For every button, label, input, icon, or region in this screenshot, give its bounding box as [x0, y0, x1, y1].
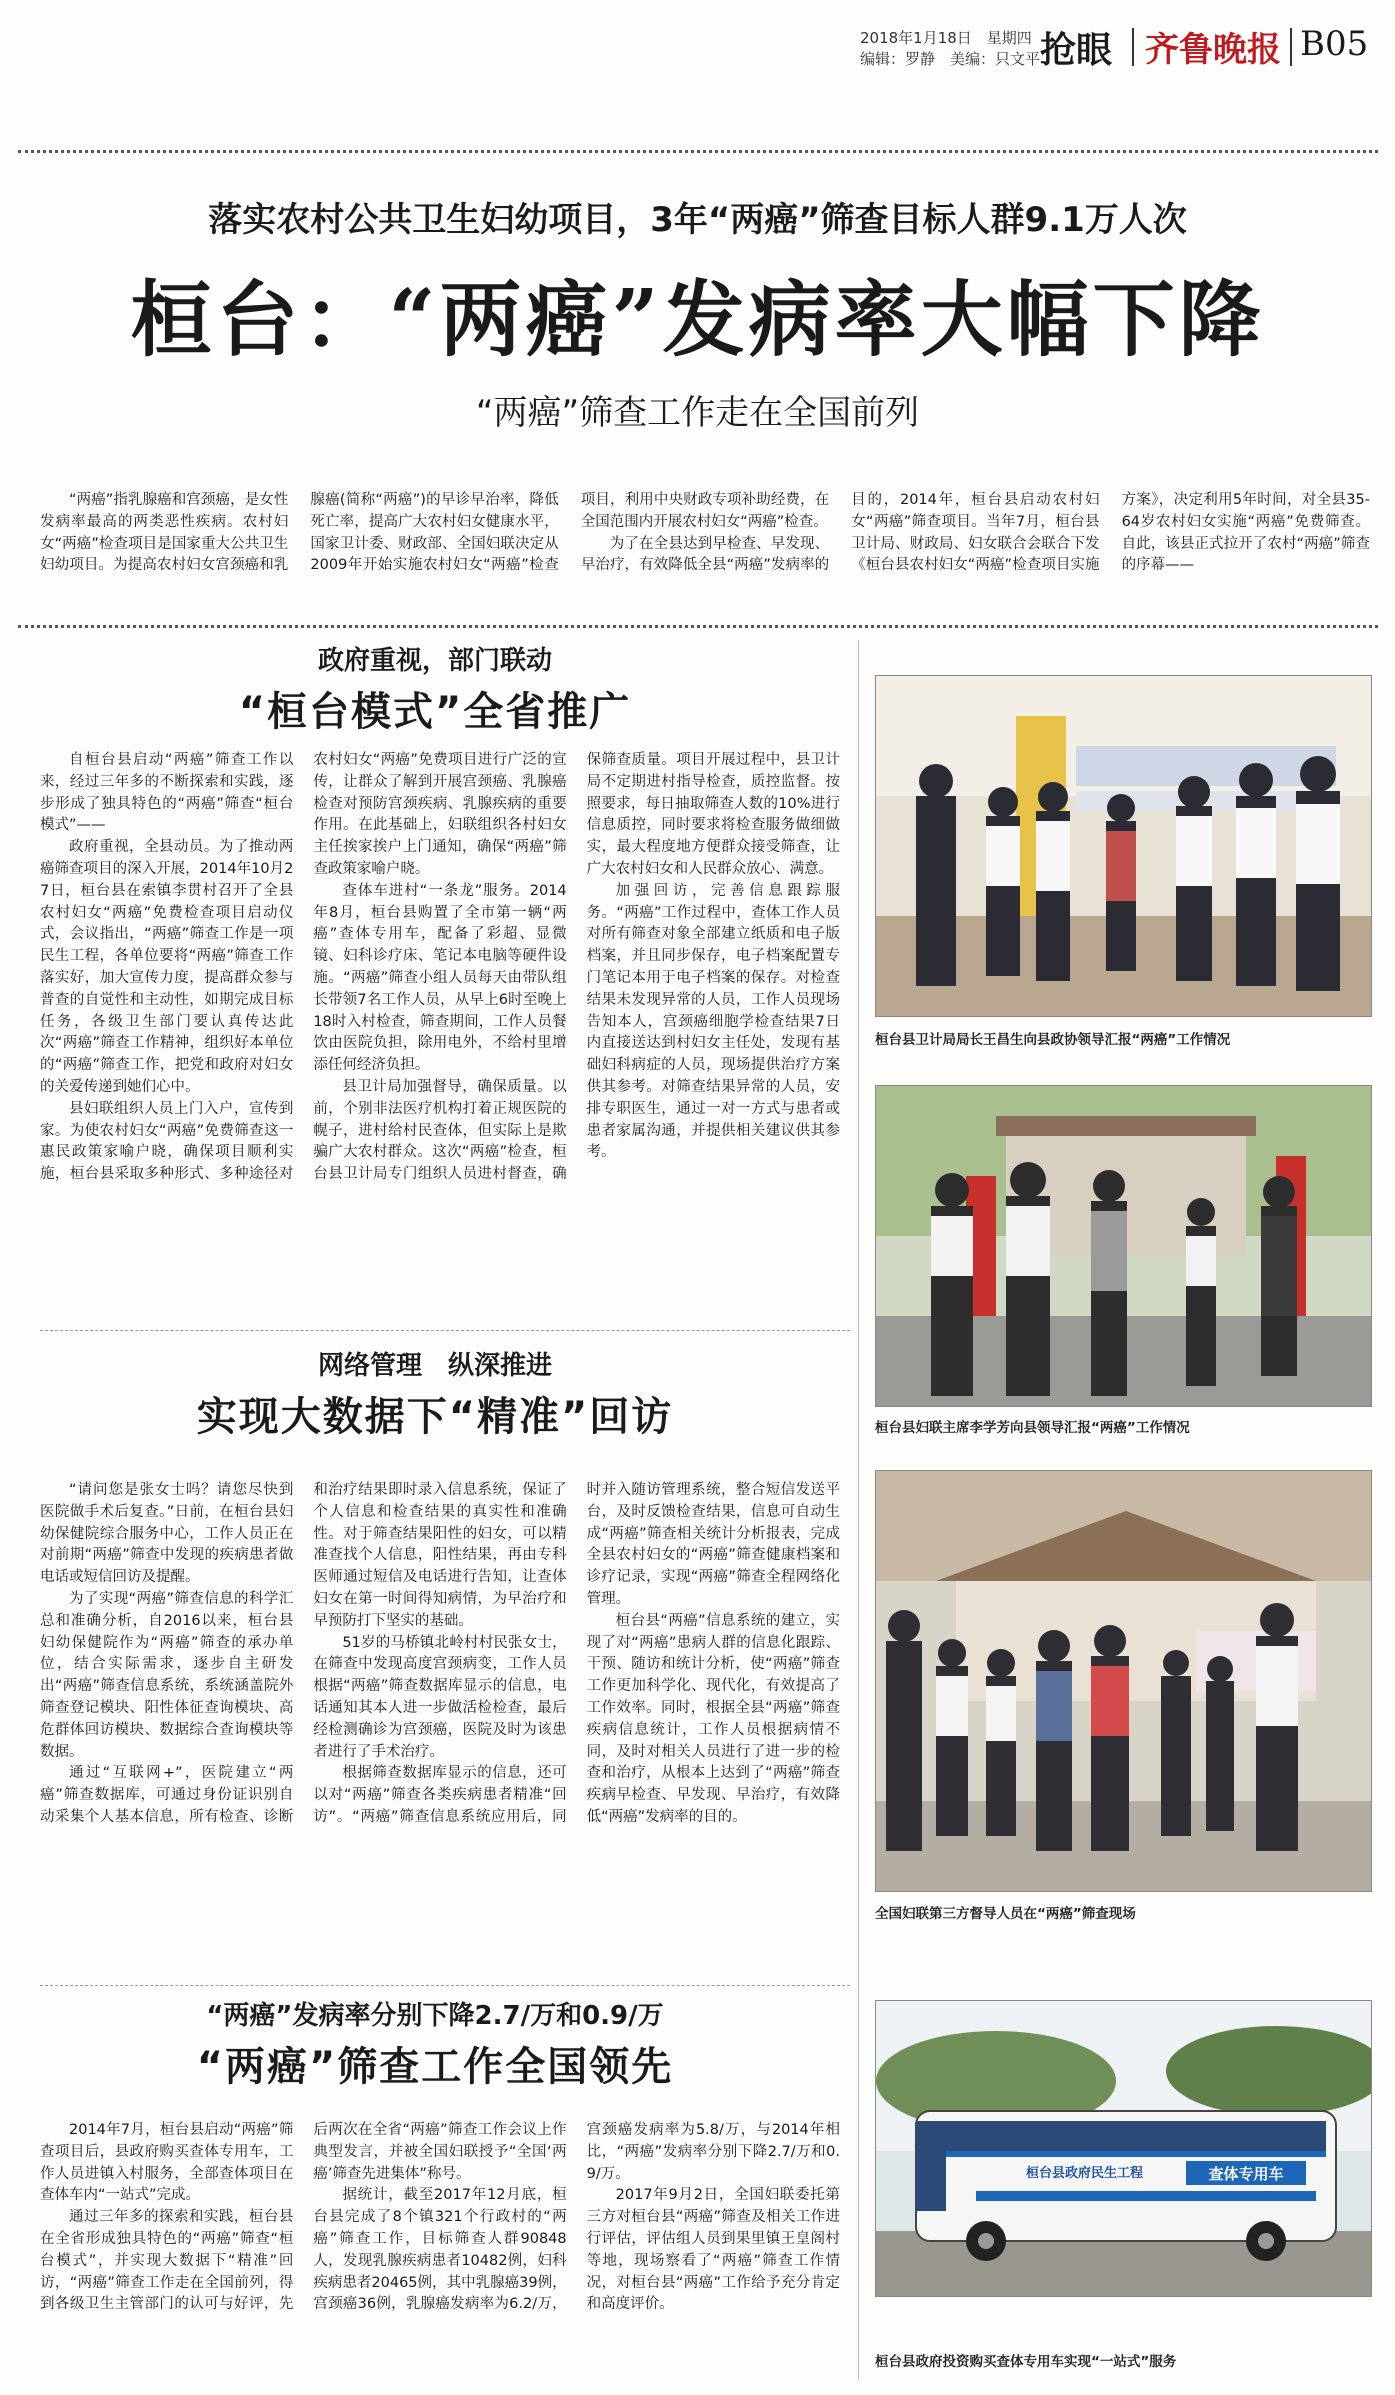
header-divider — [1132, 28, 1134, 66]
issue-date — [860, 28, 1050, 70]
date-line: 2018年1月18日 星期四 — [860, 29, 1032, 47]
intro-paragraph: “两癌”指乳腺癌和宫颈癌，是女性发病率最高的两类恶性疾病。农村妇女“两癌”检查项目是国家重大公共卫生妇幼项目。为提高农村妇女宫颈癌和乳腺癌(简称“两癌”)的早诊早治率，降低死亡率，提高广大农村妇女健康水平，国家卫计委、财政部、全国妇联决定从2009年开始实施农村妇女“两癌”检查项目，利用中央财政专项补助经费，在全国范围内开展农村妇女“两癌”检查。 — [40, 492, 830, 574]
paragraph: 2014年7月，桓台县启动“两癌”筛查项目后，县政府购买查体专用车，工作人员进镇入村服务，全部查体项目在查体车内“一站式”完成。 — [40, 2122, 294, 2204]
photo-caption: 桓台县政府投资购买查体专用车实现“一站式”服务 — [875, 2354, 1177, 2370]
column-divider — [858, 640, 859, 2380]
section2-title: 实现大数据下“精准”回访 — [196, 1394, 674, 1440]
paragraph: 通过三年多的探索和实践，桓台县在全省形成独具特色的“两癌”筛查“桓台模式”，并实现大数据下“精准”回访，“两癌”筛查工作走在全国前列，得到各级卫生主管部门的认可与好评，先后两次在全省“两癌”筛查工作会议上作典型发言，并被全国妇联授予“全国‘两癌’筛查先进集体”称号。 — [40, 2122, 567, 2313]
page-number: B05 — [1300, 24, 1369, 64]
paragraph: 为了实现“两癌”筛查信息的科学汇总和准确分析，自2016以来，桓台县妇幼保健院作为“两癌”筛查的承办单位，结合实际需求，逐步自主研发出“两癌”筛查信息系统，系统涵盖院外筛查登记模块、阳性体征查询模块、高危群体回访模块、数据综合查询模块等数据。 — [40, 1590, 294, 1760]
paragraph: 2017年9月2日，全国妇联委托第三方对桓台县“两癌”筛查及相关工作进行评估，评估组人员到果里镇王皇阁村等地，现场察看了“两癌”筛查工作情况，对桓台县“两癌”工作给予充分肯定和高度评价。 — [586, 2187, 840, 2313]
paragraph: 自桓台县启动“两癌”筛查工作以来，经过三年多的不断探索和实践，逐步形成了独具特色的“两癌”筛查“桓台模式”—— — [40, 752, 294, 834]
photo-screening-bus — [875, 2000, 1372, 2297]
paragraph: 根据筛查数据库显示的信息，还可以对“两癌”筛查各类疾病患者精准“回访”。“两癌”筛查信息系统应用后，同时并入随访管理系统，整合短信发送平台，及时反馈检查结果，信息可自动生成“两癌”筛查相关统计分析报表，完成全县农村妇女的“两癌”筛查健康档案和诊疗记录，实现“两癌”筛查全程网络化管理。 — [313, 1482, 840, 1825]
paragraph: 51岁的马桥镇北岭村村民张女士，在筛查中发现高度宫颈病变，工作人员根据“两癌”筛查数据库显示的信息，电话通知其本人进一步做活检检查，最后经检测确诊为宫颈癌，医院及时为该患者进行了手术治疗。 — [313, 1634, 567, 1760]
section2-body — [40, 1480, 840, 1980]
section3-title: “两癌”筛查工作全国领先 — [196, 2044, 674, 2090]
section-name: 抢眼 — [1040, 29, 1113, 71]
intro-rule — [18, 625, 1378, 628]
paragraph: 通过“互联网+”，医院建立“两癌”筛查数据库，可通过身份证识别自动采集个人基本信息，所有检查、诊断和治疗结果即时录入信息系统，保证了个人信息和检查结果的真实性和准确性。对于筛查结果阳性的妇女，可以精准查找个人信息，阳性结果，再由专科医师通过短信及电话进行告知，让查体妇女在第一时间得知病情，为早治疗和早预防打下坚实的基础。 — [40, 1482, 567, 1825]
paragraph: 县卫计局加强督导，确保质量。以前，个别非法医疗机构打着正规医院的幌子，进村给村民查体，但实际上是欺骗广大农村群众。这次“两癌”检查，桓台县卫计局专门组织人员进村督查，确保筛查质量。项目开展过程中，县卫计局不定期进村指导检查，质控监督。按照要求，每日抽取筛查人数的10%进行信息质控，同时要求将检查服务做细做实，最大程度地方便群众接受筛查，让广大农村妇女和人民群众放心、满意。 — [313, 752, 840, 1183]
section3-kicker: “两癌”发病率分别下降2.7/万和0.9/万 — [206, 2001, 664, 2031]
bus-label: 桓台县政府民生工程 — [1026, 2166, 1144, 2181]
headline-subtitle: “两癌”筛查工作走在全国前列 — [475, 393, 920, 433]
section1-rule — [40, 1330, 850, 1331]
photo-caption: 桓台县卫计局局长王昌生向县政协领导汇报“两癌”工作情况 — [875, 1032, 1231, 1048]
newspaper-logo: 齐鲁晚报 — [1145, 30, 1281, 70]
photo-screening-site — [875, 1470, 1372, 1892]
editors-line: 编辑：罗静 美编：只文平 — [860, 50, 1041, 68]
paragraph: “请问您是张女士吗？请您尽快到医院做手术后复查。”日前，在桓台县妇幼保健院综合服务中心，工作人员正在对前期“两癌”筛查中发现的疾病患者做电话或短信回访及提醒。 — [40, 1482, 294, 1586]
photo-caption: 桓台县妇联主席李学芳向县领导汇报“两癌”工作情况 — [875, 1420, 1190, 1436]
paragraph: 查体车进村“一条龙”服务。2014年8月，桓台县购置了全市第一辆“两癌”查体专用车，配备了彩超、显微镜、妇科诊疗床、笔记本电脑等硬件设施。“两癌”筛查小组人员每天由带队组长带领7名工作人员，从早上6时至晚上18时入村检查，筛查期间，工作人员餐饮由医院负担，除用电外，不给村里增添任何经济负担。 — [313, 882, 567, 1074]
section1-title: “桓台模式”全省推广 — [238, 689, 632, 735]
paragraph: 县妇联组织人员上门入户，宣传到家。为使农村妇女“两癌”免费筛查这一惠民政策家喻户晓，确保项目顺利实施，桓台县采取多种形式、多种途径对农村妇女“两癌”免费项目进行广泛的宣传，让群众了解到开展宫颈癌、乳腺癌检查对预防宫颈疾病、乳腺疾病的重要作用。在此基础上，妇联组织各村妇女主任挨家挨户上门通知，确保“两癌”筛查政策家喻户晓。 — [40, 752, 567, 1183]
paragraph: 加强回访，完善信息跟踪服务。“两癌”工作过程中，查体工作人员对所有筛查对象全部建立纸质和电子版档案，并且同步保存，电子档案配置专门笔记本用于电子档案的保存。对检查结果未发现异常的人员，工作人员现场告知本人，宫颈癌细胞学检查结果7日内直接送达到村妇女主任处，发现有基础妇科病症的人员，现场提供治疗方案供其参考。对筛查结果异常的人员，安排专职医生，通过一对一方式与患者或患者家属沟通，并提供相关建议供其参考。 — [586, 882, 840, 1161]
section3-body — [40, 2120, 840, 2378]
header-divider-2 — [1290, 28, 1292, 66]
intro-paragraph: 为了在全县达到早检查、早发现、早治疗，有效降低全县“两癌”发病率的目的，2014年，桓台县启动农村妇女“两癌”筛查项目。当年7月，桓台县卫计局、财政局、妇女联合会联合下发《桓台县农村妇女“两癌”检查项目实施方案》，决定利用5年时间，对全县35-64岁农村妇女实施“两癌”免费筛查。自此，该县正式拉开了农村“两癌”筛查的序幕—— — [580, 492, 1370, 574]
photo-womens-federation-briefing — [875, 1085, 1372, 1407]
intro-text — [40, 490, 1370, 620]
photo-caption: 全国妇联第三方督导人员在“两癌”筛查现场 — [875, 1906, 1136, 1922]
section2-kicker: 网络管理 纵深推进 — [317, 1351, 552, 1381]
section1-kicker: 政府重视，部门联动 — [317, 646, 552, 676]
top-rule — [18, 150, 1378, 153]
bus-sign: 查体专用车 — [1208, 2165, 1284, 2183]
headline-kicker: 落实农村公共卫生妇幼项目，3年“两癌”筛查目标人群9.1万人次 — [208, 200, 1187, 240]
paragraph: 据统计，截至2017年12月底，桓台县完成了8个镇321个行政村的“两癌”筛查工作，目标筛查人群90848人，发现乳腺疾病患者10482例，妇科疾病患者20465例，其中乳腺癌39例，宫颈癌36例，乳腺癌发病率为6.2/万，宫颈癌发病率为5.8/万，与2014年相比，“两癌”发病率分别下降2.7/万和0.9/万。 — [313, 2122, 840, 2313]
photo-officials-briefing — [875, 675, 1372, 1017]
paragraph: 桓台县“两癌”信息系统的建立，实现了对“两癌”患病人群的信息化跟踪、干预、随访和统计分析，使“两癌”筛查工作更加科学化、现代化，有效提高了工作效率。同时，根据全县“两癌”筛查疾病信息统计，工作人员根据病情不同，及时对相关人员进行了进一步的检查和治疗，从根本上达到了“两癌”筛查疾病早检查、早发现、早治疗，有效降低“两癌”发病率的目的。 — [586, 1612, 840, 1825]
main-headline: 桓台：“两癌”发病率大幅下降 — [130, 272, 1265, 368]
section2-rule — [40, 1985, 850, 1986]
section1-body — [40, 750, 840, 1320]
paragraph: 政府重视，全县动员。为了推动两癌筛查项目的深入开展，2014年10月27日，桓台县在索镇李贯村召开了全县农村妇女“两癌”免费检查项目启动仪式，会议指出，“两癌”筛查工作是一项民生工程，各单位要将“两癌”筛查工作落实好，加大宣传力度，提高群众参与普查的自觉性和主动性，如期完成目标任务，各级卫生部门要认真传达此次“两癌”筛查工作精神，组织好本单位的“两癌”筛查工作，把党和政府对妇女的关爱传递到她们心中。 — [40, 839, 294, 1095]
